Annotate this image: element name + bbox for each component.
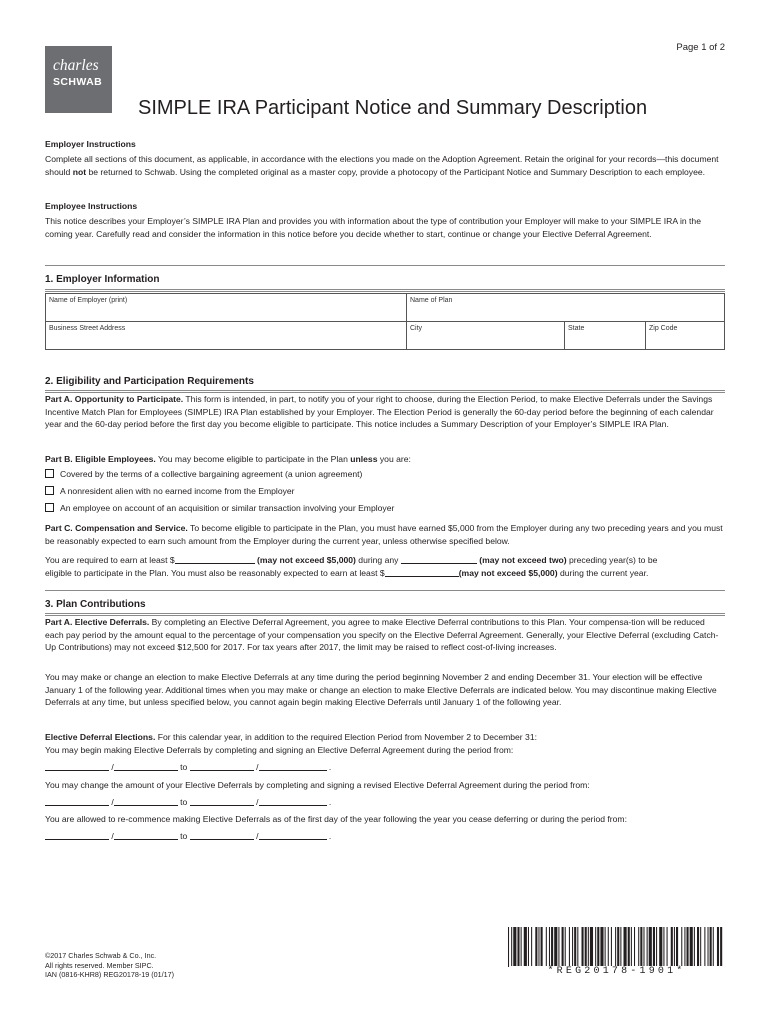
- employer-instructions-text: Complete all sections of this document, as applicable, in accordance with the elections you made on the Adoption Agreement. Retain the original for your records—this document should not be returned to Schwab. Using the completed original as a master copy, provide a photocopy of the Participant Notice and Summary Description to each employee.: [45, 154, 719, 177]
- barcode-bar: [590, 927, 593, 967]
- barcode-bar: [659, 927, 662, 967]
- barcode-bar: [663, 927, 664, 967]
- barcode-bar: [620, 927, 621, 967]
- barcode-bar: [684, 927, 685, 967]
- barcode-bar: [674, 927, 675, 967]
- barcode-bar: [546, 927, 547, 967]
- change-end-day-blank[interactable]: [259, 797, 327, 806]
- barcode-bar: [697, 927, 699, 967]
- barcode-bar: [569, 927, 570, 967]
- barcode-bar: [608, 927, 609, 967]
- barcode-bar: [574, 927, 576, 967]
- recommence-start-day-blank[interactable]: [114, 831, 178, 840]
- begin-period-blanks: / to / .: [45, 761, 331, 774]
- barcode-bar: [535, 927, 537, 967]
- document-title: SIMPLE IRA Participant Notice and Summary Description: [138, 97, 648, 119]
- begin-start-day-blank[interactable]: [114, 762, 178, 771]
- employee-instructions-heading: Employee Instructions: [45, 201, 138, 211]
- barcode-bar: [681, 927, 682, 967]
- election-period-text: You may make or change an election to make Elective Deferrals at any time during the period beginning November 2 and ending December 31. Your election will be effective January 1 of the following year. Additional times when you may make or change an election to make Elective Deferrals are indicated below. You may discontinue making Elective Deferrals at any time, but unless specified below, you cannot again begin making Elective Deferrals until January 1 of the following year.: [45, 672, 717, 708]
- barcode-bar: [597, 927, 599, 967]
- barcode-bar: [541, 927, 543, 967]
- change-start-day-blank[interactable]: [114, 797, 178, 806]
- begin-start-month-blank[interactable]: [45, 762, 109, 771]
- divider: [45, 265, 725, 266]
- checkbox[interactable]: [45, 503, 54, 512]
- change-start-month-blank[interactable]: [45, 797, 109, 806]
- checkbox-row-nonresident[interactable]: A nonresident alien with no earned income from the Employer: [45, 485, 295, 498]
- section3-heading: 3. Plan Contributions: [45, 599, 146, 610]
- barcode-bar: [528, 927, 529, 967]
- barcode-bar: [628, 927, 630, 967]
- barcode-bar: [656, 927, 657, 967]
- barcode-bar: [671, 927, 673, 967]
- barcode-bar: [717, 927, 719, 967]
- barcode-bar: [531, 927, 532, 967]
- expected-earnings-blank[interactable]: [385, 568, 459, 577]
- barcode-bar: [638, 927, 639, 967]
- begin-deferrals-text: You may begin making Elective Deferrals by completing and signing an Elective Deferral Agreement during the period from:: [45, 745, 514, 755]
- barcode-bar: [572, 927, 573, 967]
- checkbox-row-union[interactable]: Covered by the terms of a collective bargaining agreement (a union agreement): [45, 468, 362, 481]
- barcode-bar: [617, 927, 619, 967]
- barcode-bar: [549, 927, 550, 967]
- barcode-bar: [565, 927, 566, 967]
- employer-information-form: [45, 293, 725, 350]
- barcode-bar: [624, 927, 627, 967]
- recommence-start-month-blank[interactable]: [45, 831, 109, 840]
- section1-heading: 1. Employer Information: [45, 274, 160, 285]
- footer-legal: [45, 951, 174, 980]
- barcode-bar: [710, 927, 712, 967]
- barcode-bar: [511, 927, 512, 967]
- recommence-end-day-blank[interactable]: [259, 831, 327, 840]
- barcode-bar: [554, 927, 557, 967]
- divider: [45, 590, 725, 591]
- earnings-requirement: You are required to earn at least $ (may not exceed $5,000) during any (may not exceed two) preceding year(s) to be eligible to participate in the Plan. You must also be reasonably expected to earn at least $ (may not exceed $5,000) during the current year.: [45, 555, 658, 578]
- elective-deferral-elections: Elective Deferral Elections. For this calendar year, in addition to the required Election Period from November 2 to December 31:: [45, 732, 538, 742]
- barcode-bar: [667, 927, 668, 967]
- barcode-bar: [605, 927, 606, 967]
- barcode-bar: [551, 927, 553, 967]
- charles-schwab-logo: [45, 46, 112, 113]
- change-end-month-blank[interactable]: [190, 797, 254, 806]
- section2-part-a: Part A. Opportunity to Participate. This form is intended, in part, to notify you of your right to choose, during the Election Period, to make Elective Deferrals under the Savings Incentive Match Plan for Employees (SIMPLE) IRA Plan established by your Employer. The Election Period is generally the 60-day period before the beginning of each calendar year and the 60-day period before the first day you become eligible to participate. This notice includes a Summary Description of your Employer’s SIMPLE IRA Plan.: [45, 394, 714, 430]
- zip-code-field[interactable]: Zip Code: [645, 322, 724, 350]
- barcode-bar: [704, 927, 705, 967]
- barcode-bar: [538, 927, 539, 967]
- section2-part-c: Part C. Compensation and Service. To become eligible to participate in the Plan, you must have earned $5,000 from the Employer during any two preceding years and you must be reasonably expected to earn such amount from the Employer during the current year, unless otherwise specified below.: [45, 523, 723, 546]
- earnings-amount-blank[interactable]: [175, 555, 255, 564]
- barcode-bar: [649, 927, 652, 967]
- page-number: Page 1 of 2: [676, 42, 725, 53]
- city-field[interactable]: City: [406, 322, 564, 350]
- barcode-bar: [585, 927, 587, 967]
- recommence-deferrals-text: You are allowed to re-commence making Elective Deferrals as of the first day of the year following the year you cease deferring or during the period from:: [45, 814, 627, 824]
- barcode-bar: [513, 927, 516, 967]
- years-blank[interactable]: [401, 555, 477, 564]
- change-deferrals-text: You may change the amount of your Elective Deferrals by completing and signing a revised Elective Deferral Agreement during the period from:: [45, 780, 590, 790]
- employee-instructions-text: This notice describes your Employer’s SIMPLE IRA Plan and provides you with information about the type of contribution your Employer will make to your SIMPLE IRA in the coming year. Carefully read and consider the information in this notice before you decide whether to start, continue or change your Elective Deferral Agreement.: [45, 216, 701, 239]
- logo-line1: charles: [53, 57, 99, 74]
- barcode-bar: [631, 927, 632, 967]
- barcode-bar: [600, 927, 603, 967]
- street-address-field[interactable]: Business Street Address: [49, 325, 126, 332]
- barcode-bar: [611, 927, 612, 967]
- recommence-period-blanks: / to / .: [45, 830, 331, 843]
- barcode-bar: [588, 927, 589, 967]
- barcode-bar: [708, 927, 709, 967]
- barcode-bar: [595, 927, 596, 967]
- state-field[interactable]: State: [564, 322, 645, 350]
- begin-end-day-blank[interactable]: [259, 762, 327, 771]
- section2-heading: 2. Eligibility and Participation Requirements: [45, 376, 254, 387]
- form-code-text: IAN (0816-KHR8) REG20178-19 (01/17): [45, 970, 175, 980]
- checkbox-row-acquisition[interactable]: An employee on account of an acquisition or similar transaction involving your Employer: [45, 502, 394, 515]
- barcode-bar: [647, 927, 648, 967]
- barcode-bar: [713, 927, 714, 967]
- barcode-bar: [615, 927, 616, 967]
- divider: [45, 289, 725, 292]
- change-period-blanks: / to / .: [45, 796, 331, 809]
- barcode-bar: [562, 927, 564, 967]
- recommence-end-month-blank[interactable]: [190, 831, 254, 840]
- barcode-bar: [558, 927, 559, 967]
- barcode-bar: [653, 927, 655, 967]
- copyright-text: ©2017 Charles Schwab & Co., Inc.: [45, 951, 157, 960]
- barcode-text: *REG20178-1901*: [510, 966, 723, 979]
- barcode-bar: [643, 927, 644, 967]
- barcode-bar: [508, 927, 509, 967]
- barcode-bar: [720, 927, 722, 967]
- section3-part-a: Part A. Elective Deferrals. By completing an Elective Deferral Agreement, you agree to make Elective Deferral contributions to this Plan. Your compensa-tion will be reduced each pay period by the amount equal to the percentage of your compensation you specify on the Elective Deferral Agreement. Generally, your Elective Deferral (excluding Catch-Up Contributions) may not exceed $12,500 for 2017. For tax years after 2017, the limit may be raised to reflect cost-of-living increases.: [45, 617, 719, 653]
- barcode-bar: [676, 927, 678, 967]
- checkbox[interactable]: [45, 469, 54, 478]
- barcode-bar: [524, 927, 527, 967]
- barcode-bar: [690, 927, 693, 967]
- employer-name-field[interactable]: Name of Employer (print): [49, 297, 128, 304]
- checkbox[interactable]: [45, 486, 54, 495]
- section2-part-b: Part B. Eligible Employees. You may become eligible to participate in the Plan unless you are:: [45, 454, 411, 464]
- barcode-bar: [634, 927, 635, 967]
- begin-end-month-blank[interactable]: [190, 762, 254, 771]
- barcode-bar: [582, 927, 584, 967]
- barcode-bar: [521, 927, 522, 967]
- barcode-bar: [700, 927, 701, 967]
- employer-instructions-heading: Employer Instructions: [45, 139, 136, 149]
- barcode-bar: [687, 927, 689, 967]
- barcode-bar: [640, 927, 642, 967]
- logo-line2: SCHWAB: [53, 76, 103, 88]
- rights-text: All rights reserved. Member SIPC.: [45, 960, 154, 970]
- barcode-bar: [694, 927, 695, 967]
- plan-name-field[interactable]: Name of Plan: [406, 294, 724, 321]
- barcode-bar: [517, 927, 519, 967]
- barcode-bar: [577, 927, 578, 967]
